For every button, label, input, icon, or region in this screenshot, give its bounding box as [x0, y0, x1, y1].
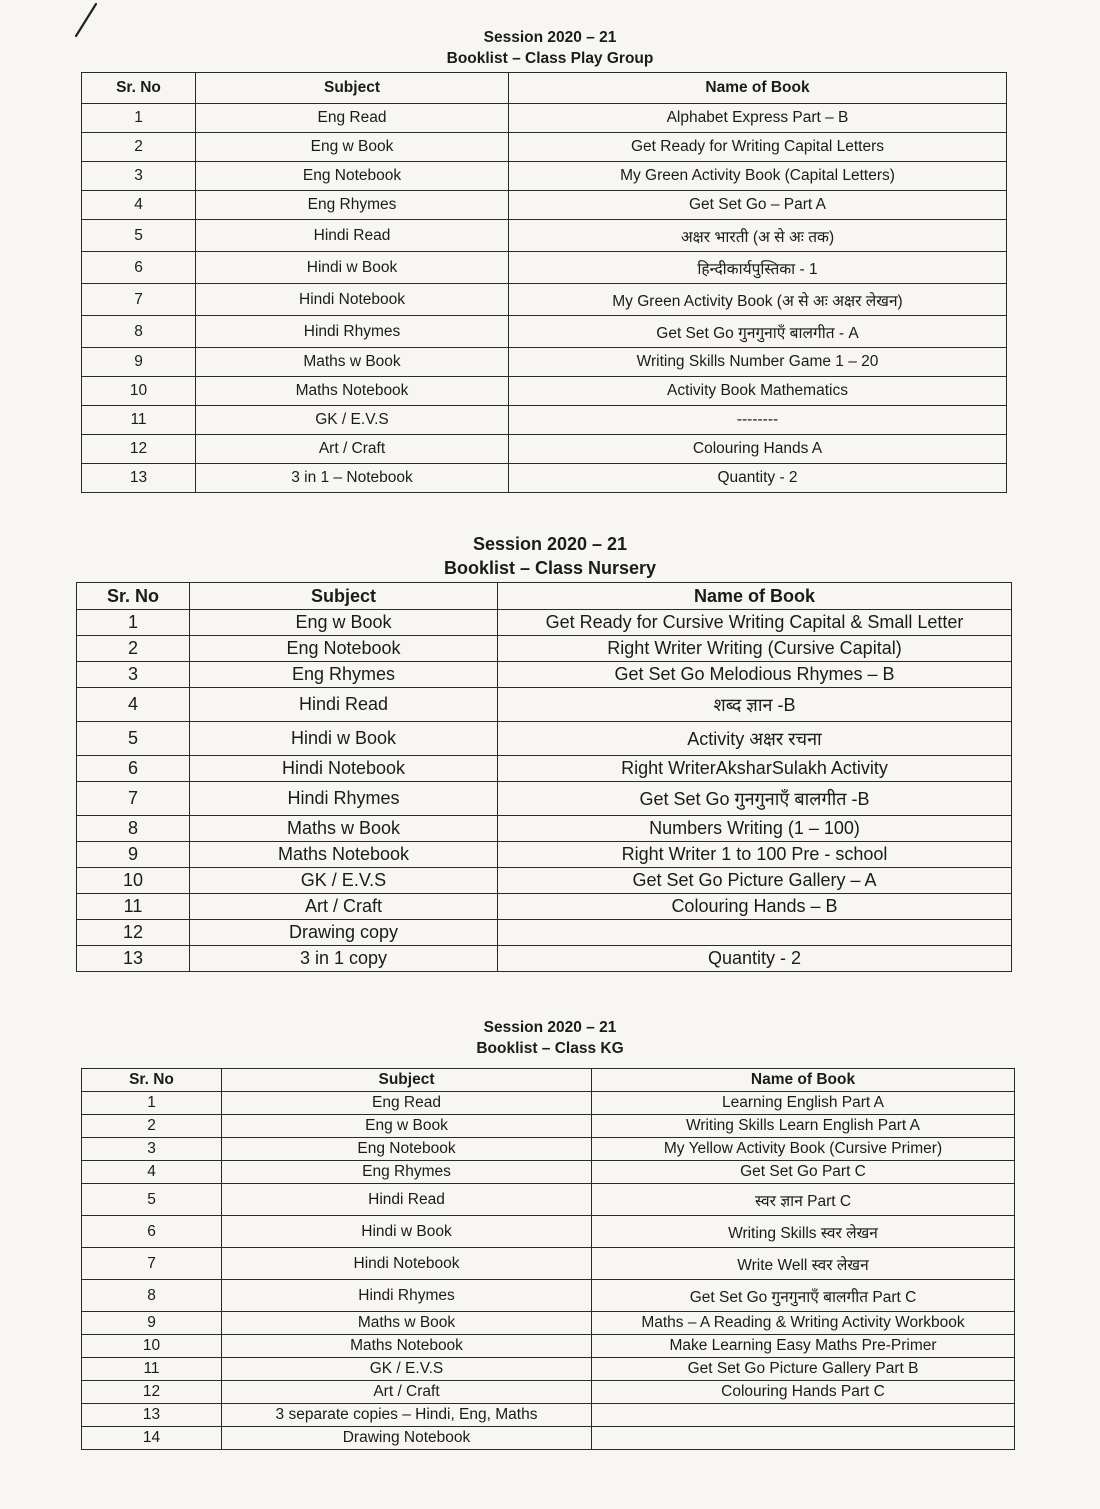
booklist-title: Booklist – Class KG: [476, 1039, 624, 1057]
book-name-cell: शब्द ज्ञान -B: [498, 688, 1012, 722]
book-name-cell: Get Set Go Melodious Rhymes – B: [498, 662, 1012, 688]
table-row: [82, 316, 1007, 348]
subject-cell: Eng Notebook: [222, 1138, 592, 1161]
book-name-cell: Get Set Go गुनगुनाएँ बालगीत Part C: [592, 1280, 1015, 1312]
table-row: [82, 1404, 1015, 1427]
subject-cell: Eng w Book: [196, 133, 509, 162]
subject-cell: Hindi Read: [222, 1184, 592, 1216]
sr-no-cell: 6: [82, 252, 196, 284]
sr-no-cell: 5: [77, 722, 190, 756]
book-name-cell: अक्षर भारती (अ से अः तक): [509, 220, 1007, 252]
table-row: [82, 1161, 1015, 1184]
book-name-cell: Get Set Go Part C: [592, 1161, 1015, 1184]
book-name-cell: [498, 920, 1012, 946]
table-row: [82, 1115, 1015, 1138]
subject-cell: Eng w Book: [222, 1115, 592, 1138]
sr-no-cell: 10: [82, 1335, 222, 1358]
subject-cell: Hindi Rhymes: [190, 782, 498, 816]
sr-no-cell: 7: [82, 1248, 222, 1280]
book-name-cell: Quantity - 2: [498, 946, 1012, 972]
table-row: [82, 191, 1007, 220]
sr-no-cell: 10: [82, 377, 196, 406]
book-name-cell: Numbers Writing (1 – 100): [498, 816, 1012, 842]
table-row: [82, 162, 1007, 191]
book-name-cell: My Yellow Activity Book (Cursive Primer): [592, 1138, 1015, 1161]
table-row: [77, 756, 1012, 782]
sr-no-cell: 11: [82, 1358, 222, 1381]
session-title: Session 2020 – 21: [483, 1019, 617, 1036]
book-name-cell: हिन्दीकार्यपुस्तिका - 1: [509, 252, 1007, 284]
header-subject: Subject: [222, 1069, 592, 1092]
sr-no-cell: 1: [82, 104, 196, 133]
subject-cell: Maths w Book: [190, 816, 498, 842]
subject-cell: Eng Read: [222, 1092, 592, 1115]
sr-no-cell: 7: [82, 284, 196, 316]
book-name-cell: Colouring Hands Part C: [592, 1381, 1015, 1404]
book-name-cell: My Green Activity Book (अ से अः अक्षर लेखन): [509, 284, 1007, 316]
subject-cell: 3 in 1 copy: [190, 946, 498, 972]
book-name-cell: --------: [509, 406, 1007, 435]
table-row: [82, 1335, 1015, 1358]
header-sr-no: Sr. No: [77, 583, 190, 610]
subject-cell: Eng Notebook: [196, 162, 509, 191]
table-row: [77, 662, 1012, 688]
booklist-title: Booklist – Class Play Group: [446, 49, 654, 67]
book-name-cell: Get Set Go गुनगुनाएँ बालगीत - A: [509, 316, 1007, 348]
book-name-cell: Colouring Hands A: [509, 435, 1007, 464]
book-name-cell: Right WriterAksharSulakh Activity: [498, 756, 1012, 782]
header-subject: Subject: [196, 73, 509, 104]
subject-cell: Hindi Notebook: [222, 1248, 592, 1280]
book-name-cell: Writing Skills Learn English Part A: [592, 1115, 1015, 1138]
book-name-cell: [592, 1427, 1015, 1450]
subject-cell: Maths w Book: [222, 1312, 592, 1335]
table-row: [82, 104, 1007, 133]
nursery-section: [0, 532, 1100, 968]
table-row: [82, 377, 1007, 406]
subject-cell: Eng Rhymes: [190, 662, 498, 688]
table-row: [77, 722, 1012, 756]
sr-no-cell: 1: [77, 610, 190, 636]
book-name-cell: Learning English Part A: [592, 1092, 1015, 1115]
table-row: [82, 348, 1007, 377]
subject-cell: Hindi Rhymes: [196, 316, 509, 348]
table-row: [77, 946, 1012, 972]
book-name-cell: Right Writer Writing (Cursive Capital): [498, 636, 1012, 662]
sr-no-cell: 13: [82, 464, 196, 493]
table-row: [77, 842, 1012, 868]
sr-no-cell: 4: [82, 191, 196, 220]
book-name-cell: [592, 1404, 1015, 1427]
sr-no-cell: 4: [82, 1161, 222, 1184]
table-row: [77, 636, 1012, 662]
subject-cell: Eng w Book: [190, 610, 498, 636]
subject-cell: Art / Craft: [190, 894, 498, 920]
table-row: [77, 894, 1012, 920]
subject-cell: Hindi w Book: [190, 722, 498, 756]
book-name-cell: Make Learning Easy Maths Pre-Primer: [592, 1335, 1015, 1358]
header-subject: Subject: [190, 583, 498, 610]
header-book-name: Name of Book: [509, 73, 1007, 104]
table-row: [82, 220, 1007, 252]
sr-no-cell: 14: [82, 1427, 222, 1450]
subject-cell: Eng Rhymes: [222, 1161, 592, 1184]
book-name-cell: स्वर ज्ञान Part C: [592, 1184, 1015, 1216]
table-row: [82, 1312, 1015, 1335]
play-group-section: [0, 28, 1100, 486]
sr-no-cell: 8: [82, 316, 196, 348]
table-row: [82, 133, 1007, 162]
table-row: [77, 610, 1012, 636]
book-name-cell: Get Set Go Picture Gallery – A: [498, 868, 1012, 894]
subject-cell: Hindi Read: [190, 688, 498, 722]
sr-no-cell: 3: [77, 662, 190, 688]
sr-no-cell: 11: [82, 406, 196, 435]
header-sr-no: Sr. No: [82, 73, 196, 104]
sr-no-cell: 12: [82, 435, 196, 464]
table-row: [77, 920, 1012, 946]
table-row: [82, 284, 1007, 316]
sr-no-cell: 9: [82, 1312, 222, 1335]
sr-no-cell: 12: [82, 1381, 222, 1404]
header-sr-no: Sr. No: [82, 1069, 222, 1092]
sr-no-cell: 8: [82, 1280, 222, 1312]
subject-cell: Eng Notebook: [190, 636, 498, 662]
sr-no-cell: 2: [82, 133, 196, 162]
subject-cell: Drawing copy: [190, 920, 498, 946]
table-row: [77, 688, 1012, 722]
book-name-cell: Writing Skills Number Game 1 – 20: [509, 348, 1007, 377]
sr-no-cell: 10: [77, 868, 190, 894]
table-row: [82, 1092, 1015, 1115]
table-row: [82, 1248, 1015, 1280]
book-name-cell: Maths – A Reading & Writing Activity Workbook: [592, 1312, 1015, 1335]
header-book-name: Name of Book: [498, 583, 1012, 610]
sr-no-cell: 2: [77, 636, 190, 662]
table-header-row: [82, 1069, 1015, 1092]
sr-no-cell: 5: [82, 220, 196, 252]
kg-section: [0, 1018, 1100, 1446]
book-name-cell: Colouring Hands – B: [498, 894, 1012, 920]
table-row: [82, 1427, 1015, 1450]
subject-cell: Hindi Notebook: [196, 284, 509, 316]
subject-cell: Eng Rhymes: [196, 191, 509, 220]
table-header-row: [77, 583, 1012, 610]
table-row: [82, 1358, 1015, 1381]
sr-no-cell: 9: [82, 348, 196, 377]
subject-cell: Maths Notebook: [190, 842, 498, 868]
booklist-title: Booklist – Class Nursery: [443, 558, 657, 579]
table-row: [77, 868, 1012, 894]
book-name-cell: Activity Book Mathematics: [509, 377, 1007, 406]
table-row: [77, 816, 1012, 842]
session-title: Session 2020 – 21: [472, 534, 628, 554]
sr-no-cell: 8: [77, 816, 190, 842]
subject-cell: Art / Craft: [222, 1381, 592, 1404]
subject-cell: 3 in 1 – Notebook: [196, 464, 509, 493]
table-row: [82, 252, 1007, 284]
sr-no-cell: 11: [77, 894, 190, 920]
subject-cell: Eng Read: [196, 104, 509, 133]
book-name-cell: My Green Activity Book (Capital Letters): [509, 162, 1007, 191]
subject-cell: Maths w Book: [196, 348, 509, 377]
book-name-cell: Quantity - 2: [509, 464, 1007, 493]
book-name-cell: Alphabet Express Part – B: [509, 104, 1007, 133]
subject-cell: GK / E.V.S: [196, 406, 509, 435]
subject-cell: Hindi w Book: [196, 252, 509, 284]
sr-no-cell: 13: [82, 1404, 222, 1427]
table-header-row: [82, 73, 1007, 104]
book-name-cell: Write Well स्वर लेखन: [592, 1248, 1015, 1280]
sr-no-cell: 7: [77, 782, 190, 816]
booklist-table: [76, 582, 1012, 972]
booklist-table: [81, 1068, 1015, 1450]
sr-no-cell: 12: [77, 920, 190, 946]
book-name-cell: Activity अक्षर रचना: [498, 722, 1012, 756]
table-row: [82, 1381, 1015, 1404]
sr-no-cell: 4: [77, 688, 190, 722]
table-row: [82, 435, 1007, 464]
session-title: Session 2020 – 21: [483, 29, 617, 46]
table-row: [82, 464, 1007, 493]
subject-cell: 3 separate copies – Hindi, Eng, Maths: [222, 1404, 592, 1427]
book-name-cell: Get Set Go गुनगुनाएँ बालगीत -B: [498, 782, 1012, 816]
subject-cell: Drawing Notebook: [222, 1427, 592, 1450]
subject-cell: Hindi Rhymes: [222, 1280, 592, 1312]
sr-no-cell: 3: [82, 162, 196, 191]
table-row: [82, 406, 1007, 435]
header-book-name: Name of Book: [592, 1069, 1015, 1092]
sr-no-cell: 5: [82, 1184, 222, 1216]
subject-cell: Hindi Notebook: [190, 756, 498, 782]
sr-no-cell: 6: [77, 756, 190, 782]
table-row: [82, 1138, 1015, 1161]
table-row: [82, 1280, 1015, 1312]
table-row: [82, 1216, 1015, 1248]
book-name-cell: Right Writer 1 to 100 Pre - school: [498, 842, 1012, 868]
sr-no-cell: 9: [77, 842, 190, 868]
sr-no-cell: 6: [82, 1216, 222, 1248]
table-row: [77, 782, 1012, 816]
sr-no-cell: 3: [82, 1138, 222, 1161]
book-name-cell: Get Ready for Cursive Writing Capital & Small Letter: [498, 610, 1012, 636]
subject-cell: GK / E.V.S: [222, 1358, 592, 1381]
booklist-table: [81, 72, 1007, 493]
sr-no-cell: 2: [82, 1115, 222, 1138]
subject-cell: Maths Notebook: [196, 377, 509, 406]
book-name-cell: Writing Skills स्वर लेखन: [592, 1216, 1015, 1248]
subject-cell: Hindi w Book: [222, 1216, 592, 1248]
book-name-cell: Get Set Go Picture Gallery Part B: [592, 1358, 1015, 1381]
subject-cell: Hindi Read: [196, 220, 509, 252]
subject-cell: GK / E.V.S: [190, 868, 498, 894]
sr-no-cell: 1: [82, 1092, 222, 1115]
subject-cell: Maths Notebook: [222, 1335, 592, 1358]
subject-cell: Art / Craft: [196, 435, 509, 464]
book-name-cell: Get Ready for Writing Capital Letters: [509, 133, 1007, 162]
table-row: [82, 1184, 1015, 1216]
book-name-cell: Get Set Go – Part A: [509, 191, 1007, 220]
sr-no-cell: 13: [77, 946, 190, 972]
